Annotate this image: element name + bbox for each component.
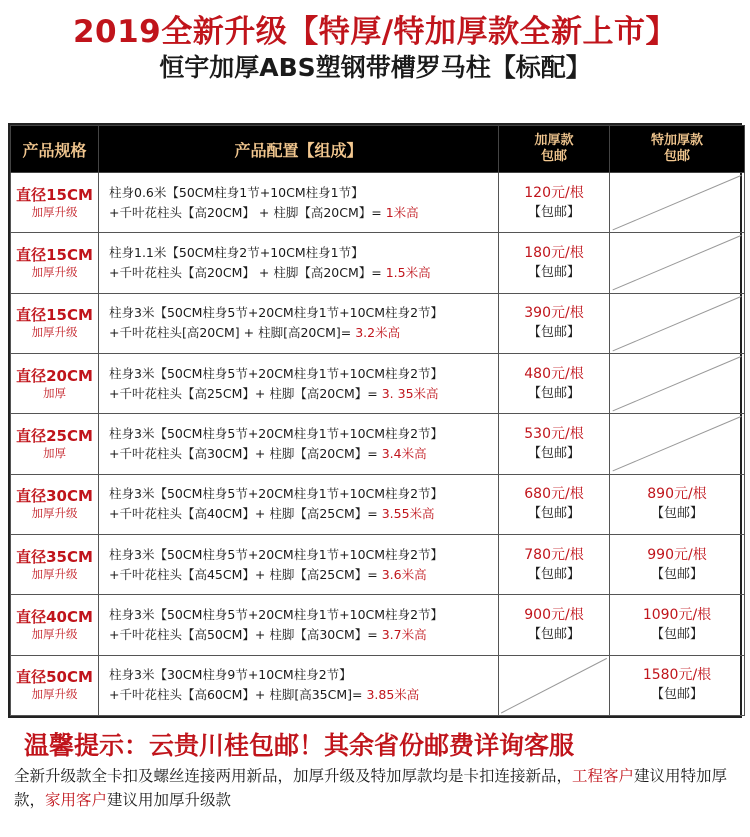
- price-thick-cell: [499, 293, 610, 353]
- diameter-label: 直径20CM: [16, 366, 93, 385]
- config-parts: +千叶花柱头[高20CM] + 柱脚[高20CM]=: [109, 325, 356, 341]
- price-value: 890元/根: [647, 486, 707, 503]
- free-shipping-label: 【包邮】: [650, 687, 703, 703]
- header-spec: 产品规格: [11, 126, 99, 173]
- diameter-label: 直径40CM: [16, 607, 93, 626]
- not-available-slash: [610, 294, 744, 353]
- config-line-2: [109, 444, 498, 464]
- table-row: [11, 534, 745, 594]
- price-extra-thick-cell-unavailable: [610, 293, 745, 353]
- table-row: [11, 173, 745, 233]
- config-cell: [99, 233, 499, 293]
- header-price-thick: [499, 126, 610, 173]
- config-line-2: [109, 504, 498, 524]
- config-cell: [99, 414, 499, 474]
- total-height: 3.6米高: [381, 566, 427, 582]
- config-line-1: 柱身3米【50CM柱身5节+20CM柱身1节+10CM柱身2节】: [109, 365, 444, 381]
- config-parts: +千叶花柱头【高25CM】+ 柱脚【高20CM】=: [109, 385, 382, 401]
- header-config: 产品配置【组成】: [99, 126, 499, 173]
- page-subtitle: 恒宇加厚ABS塑钢带槽罗马柱【标配】: [159, 53, 591, 82]
- config-cell: [99, 173, 499, 233]
- config-parts: +千叶花柱头【高50CM】+ 柱脚【高30CM】=: [109, 626, 382, 642]
- spec-cell: [11, 173, 99, 233]
- price-value: 530元/根: [524, 425, 584, 442]
- free-shipping-label: 【包邮】: [527, 445, 580, 461]
- page-title: 2019全新升级【特厚/特加厚款全新上市】: [72, 14, 678, 50]
- price-extra-thick-cell: [610, 474, 745, 534]
- note-home-clients: 家用客户: [45, 791, 108, 809]
- total-height: 3. 35米高: [381, 385, 439, 401]
- config-cell: [99, 655, 499, 715]
- free-shipping-label: 【包邮】: [650, 506, 703, 522]
- total-height: 3.7米高: [381, 626, 427, 642]
- price-extra-thick-cell-unavailable: [610, 233, 745, 293]
- price-thick-cell: [499, 534, 610, 594]
- grade-label: 加厚升级: [31, 566, 78, 581]
- config-line-2: [109, 323, 498, 343]
- config-cell: [99, 353, 499, 413]
- config-line-1: 柱身1.1米【50CM柱身2节+10CM柱身1节】: [109, 244, 364, 260]
- price-thick-cell: [499, 414, 610, 474]
- free-shipping-label: 【包邮】: [527, 264, 580, 280]
- config-line-2: [109, 384, 498, 404]
- grade-label: 加厚升级: [31, 626, 78, 641]
- not-available-slash: [610, 233, 744, 292]
- price-thick-cell: [499, 595, 610, 655]
- note-part-2: 建议用特加厚款，: [14, 767, 728, 809]
- config-parts: +千叶花柱头【高20CM】 + 柱脚【高20CM】=: [109, 264, 386, 280]
- config-line-1: 柱身0.6米【50CM柱身1节+10CM柱身1节】: [109, 184, 364, 200]
- total-height: 1米高: [385, 204, 419, 220]
- free-shipping-label: 【包邮】: [527, 204, 580, 220]
- table-row: [11, 595, 745, 655]
- table-row: [11, 353, 745, 413]
- table-row: [11, 655, 745, 715]
- config-parts: +千叶花柱头【高40CM】+ 柱脚【高25CM】=: [109, 506, 382, 522]
- total-height: 3.4米高: [381, 445, 427, 461]
- config-line-2: [109, 203, 498, 223]
- spec-cell: [11, 353, 99, 413]
- grade-label: 加厚升级: [31, 204, 78, 219]
- config-line-1: 柱身3米【50CM柱身5节+20CM柱身1节+10CM柱身2节】: [109, 606, 444, 622]
- price-thick-cell: [499, 474, 610, 534]
- config-line-2: [109, 263, 498, 283]
- total-height: 3.55米高: [381, 506, 435, 522]
- total-height: 3.2米高: [355, 325, 401, 341]
- free-shipping-label: 【包邮】: [650, 566, 703, 582]
- price-value: 390元/根: [524, 305, 584, 322]
- not-available-slash: [610, 414, 744, 473]
- price-value: 480元/根: [524, 365, 584, 382]
- config-parts: +千叶花柱头【高60CM】+ 柱脚[高35CM]=: [109, 687, 367, 703]
- header-price-extra-line1: 特加厚款: [650, 133, 703, 148]
- config-cell: [99, 534, 499, 594]
- grade-label: 加厚升级: [31, 506, 78, 521]
- diameter-label: 直径35CM: [16, 547, 93, 566]
- note-part-1: 全新升级款全卡扣及螺丝连接两用新品，加厚升级及特加厚款均是卡扣连接新品，: [14, 767, 573, 785]
- not-available-slash: [610, 354, 744, 413]
- note-engineering-clients: 工程客户: [572, 767, 635, 785]
- config-parts: +千叶花柱头【高30CM】+ 柱脚【高20CM】=: [109, 445, 382, 461]
- note-part-3: 建议用加厚升级款: [107, 791, 232, 809]
- free-shipping-label: 【包邮】: [527, 385, 580, 401]
- price-value: 780元/根: [524, 546, 584, 563]
- header-price-extra-thick: [610, 126, 745, 173]
- header-price-thick-line2: 包邮: [540, 149, 567, 164]
- grade-label: 加厚升级: [31, 264, 78, 279]
- free-shipping-label: 【包邮】: [527, 506, 580, 522]
- config-line-2: [109, 625, 498, 645]
- diameter-label: 直径15CM: [16, 245, 93, 264]
- not-available-slash: [499, 656, 609, 715]
- price-value: 1090元/根: [642, 606, 712, 623]
- not-available-slash: [610, 173, 744, 232]
- table-row: [11, 293, 745, 353]
- table-header-row: [11, 126, 745, 173]
- config-line-1: 柱身3米【50CM柱身5节+20CM柱身1节+10CM柱身2节】: [109, 486, 444, 502]
- free-shipping-label: 【包邮】: [650, 626, 703, 642]
- spec-cell: [11, 414, 99, 474]
- spec-cell: [11, 534, 99, 594]
- price-table: [8, 123, 742, 718]
- price-value: 120元/根: [524, 184, 584, 201]
- price-thick-cell-unavailable: [499, 655, 610, 715]
- free-shipping-label: 【包邮】: [527, 566, 580, 582]
- price-extra-thick-cell: [610, 655, 745, 715]
- price-extra-thick-cell-unavailable: [610, 173, 745, 233]
- config-parts: +千叶花柱头【高20CM】 + 柱脚【高20CM】=: [109, 204, 386, 220]
- config-parts: +千叶花柱头【高45CM】+ 柱脚【高25CM】=: [109, 566, 382, 582]
- price-value: 990元/根: [647, 546, 707, 563]
- price-extra-thick-cell-unavailable: [610, 414, 745, 474]
- usage-note: [14, 764, 740, 812]
- table-row: [11, 233, 745, 293]
- config-line-1: 柱身3米【30CM柱身9节+10CM柱身2节】: [109, 667, 352, 683]
- total-height: 1.5米高: [385, 264, 431, 280]
- diameter-label: 直径15CM: [16, 185, 93, 204]
- price-value: 1580元/根: [642, 667, 712, 684]
- table-row: [11, 414, 745, 474]
- config-cell: [99, 474, 499, 534]
- price-value: 180元/根: [524, 244, 584, 261]
- shipping-tip: 温馨提示：云贵川桂包邮！其余省份邮费详询客服: [24, 731, 575, 760]
- grade-label: 加厚升级: [31, 687, 78, 702]
- diameter-label: 直径30CM: [16, 487, 93, 506]
- price-thick-cell: [499, 173, 610, 233]
- config-cell: [99, 293, 499, 353]
- free-shipping-label: 【包邮】: [527, 626, 580, 642]
- spec-cell: [11, 474, 99, 534]
- spec-cell: [11, 595, 99, 655]
- config-line-1: 柱身3米【50CM柱身5节+20CM柱身1节+10CM柱身2节】: [109, 305, 444, 321]
- spec-cell: [11, 293, 99, 353]
- spec-cell: [11, 655, 99, 715]
- config-line-2: [109, 685, 498, 705]
- price-extra-thick-cell: [610, 534, 745, 594]
- grade-label: 加厚: [43, 445, 66, 460]
- diameter-label: 直径50CM: [16, 668, 93, 687]
- price-thick-cell: [499, 353, 610, 413]
- price-thick-cell: [499, 233, 610, 293]
- config-line-1: 柱身3米【50CM柱身5节+20CM柱身1节+10CM柱身2节】: [109, 546, 444, 562]
- table-row: [11, 474, 745, 534]
- diameter-label: 直径15CM: [16, 306, 93, 325]
- config-cell: [99, 595, 499, 655]
- grade-label: 加厚: [43, 385, 66, 400]
- header-price-thick-line1: 加厚款: [534, 133, 574, 148]
- price-extra-thick-cell-unavailable: [610, 353, 745, 413]
- config-line-2: [109, 565, 498, 585]
- price-extra-thick-cell: [610, 595, 745, 655]
- grade-label: 加厚升级: [31, 325, 78, 340]
- total-height: 3.85米高: [366, 687, 420, 703]
- price-value: 900元/根: [524, 606, 584, 623]
- config-line-1: 柱身3米【50CM柱身5节+20CM柱身1节+10CM柱身2节】: [109, 425, 444, 441]
- spec-cell: [11, 233, 99, 293]
- header-price-extra-line2: 包邮: [663, 149, 690, 164]
- diameter-label: 直径25CM: [16, 426, 93, 445]
- free-shipping-label: 【包邮】: [527, 325, 580, 341]
- price-value: 680元/根: [524, 486, 584, 503]
